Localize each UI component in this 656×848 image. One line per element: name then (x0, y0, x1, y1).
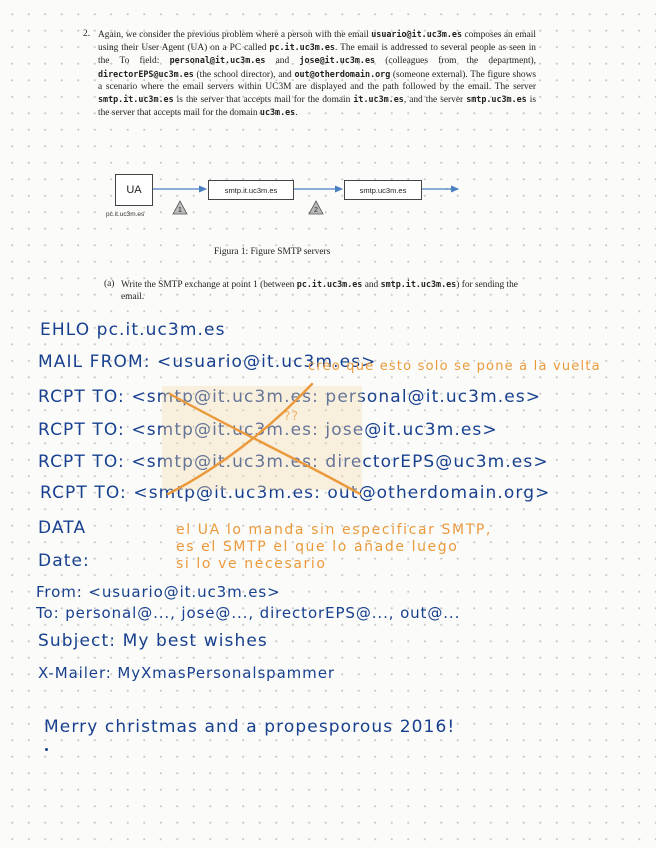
server2-box: smtp.uc3m.es (344, 180, 422, 200)
problem-statement (84, 28, 536, 119)
hw-to-line: To: personal@..., jose@..., directorEPS@..., out@... (36, 604, 461, 622)
problem-text-segment: (someone external). The figure shows a scenario where the email servers within UC3M are displayed and the path followed by the email. The server (98, 69, 536, 92)
problem-text-segment: Again, we consider the previous problem where a person with the email (98, 30, 372, 40)
annotation-cross-mark (150, 378, 380, 498)
ua-box: UA (115, 174, 153, 206)
hw-rcpt-line-4: RCPT TO: <smtp@it.uc3m.es: out@otherdomain.org> (40, 483, 551, 503)
note-block-line-3: si lo ve necesario (176, 556, 327, 572)
problem-text-segment: is the server that accepts mail for the domain (173, 95, 354, 106)
hw-mail-from-line: MAIL FROM: <usuario@it.uc3m.es> (38, 352, 377, 372)
figure-caption: Figura 1: Figure SMTP servers (214, 247, 331, 257)
problem-text (84, 28, 536, 119)
problem-text-segment: (colleagues from the department), (375, 56, 537, 67)
point-2-label: 2 (314, 207, 318, 214)
problem-text-segment: smtp.it.uc3m.es (98, 94, 174, 105)
problem-text-segment: , and the server (403, 95, 467, 106)
problem-text-segment: is the server that accepts mail for the domain (98, 95, 536, 119)
subquestion-text-segment: pc.it.uc3m.es (296, 279, 363, 289)
note-question: ?? (284, 409, 300, 423)
problem-text-segment: out@otherdomain.org (294, 68, 391, 79)
problem-text-segment: . (295, 108, 298, 119)
problem-text-segment: pc.it.uc3m.es (269, 42, 335, 53)
ink-dot (45, 748, 48, 751)
hw-rcpt-line-1: RCPT TO: <smtp@it.uc3m.es: personal@it.uc3m.es> (38, 387, 542, 407)
subquestion-text-segment: and (362, 280, 381, 290)
subquestion-text-segment: smtp.it.uc3m.es (380, 279, 457, 289)
problem-text-segment: usuario@it.uc3m.es (371, 29, 463, 39)
subquestion-label: (a) (104, 279, 115, 289)
problem-text-segment: (the school director), and (193, 69, 295, 80)
problem-number: 2. (83, 29, 91, 39)
hw-ehlo-line: EHLO pc.it.uc3m.es (40, 320, 226, 340)
pc-label: pc.it.uc3m.es (106, 211, 145, 218)
note-top: creo que esto solo se pone a la vuelta (308, 359, 601, 374)
hw-data-line: DATA (38, 518, 87, 538)
note-block-line-2: es el SMTP el que lo añade luego (176, 539, 459, 555)
problem-text-segment: directorEPS@uc3m.es (98, 68, 194, 79)
hw-rcpt-line-2: RCPT TO: <smtp@it.uc3m.es: jose@it.uc3m.es> (38, 420, 498, 440)
hw-from-line: From: <usuario@it.uc3m.es> (36, 583, 281, 601)
server1-box: smtp.it.uc3m.es (208, 180, 294, 200)
problem-text-segment: composes an email using their User Agent (UA) on a PC called (98, 30, 536, 54)
subquestion-text (104, 278, 534, 303)
hw-x-mailer-line: X-Mailer: MyXmasPersonalspammer (38, 664, 335, 682)
problem-text-segment: and (265, 56, 300, 67)
problem-text-segment: jose@it.uc3m.es (299, 55, 376, 66)
note-block (176, 522, 492, 573)
hw-message-line: Merry christmas and a propesporous 2016! (44, 717, 456, 737)
subquestion (104, 278, 534, 303)
hw-rcpt-line-3: RCPT TO: <smtp@it.uc3m.es: directorEPS@uc3m.es> (38, 452, 549, 472)
note-block-line-1: el UA lo manda sin especificar SMTP, (176, 522, 492, 538)
printed-exercise (0, 0, 656, 312)
smtp-figure (98, 170, 478, 250)
problem-text-segment: personal@it.uc3m.es (169, 55, 266, 66)
problem-text-segment: . The email is addressed to several people as seen in the To field: (98, 43, 536, 67)
point-1-marker (173, 201, 187, 214)
hw-date-line: Date: (38, 551, 90, 571)
subquestion-text-segment: Write the SMTP exchange at point 1 (between (121, 280, 297, 290)
point-1-label: 1 (178, 207, 182, 214)
subquestion-text-segment: ) for sending the email. (121, 280, 518, 303)
problem-text-segment: uc3m.es (259, 107, 296, 118)
problem-text-segment: it.uc3m.es (353, 94, 404, 105)
hw-subject-line: Subject: My best wishes (38, 631, 268, 651)
problem-text-segment: smtp.uc3m.es (466, 94, 527, 105)
point-2-marker (309, 201, 323, 214)
